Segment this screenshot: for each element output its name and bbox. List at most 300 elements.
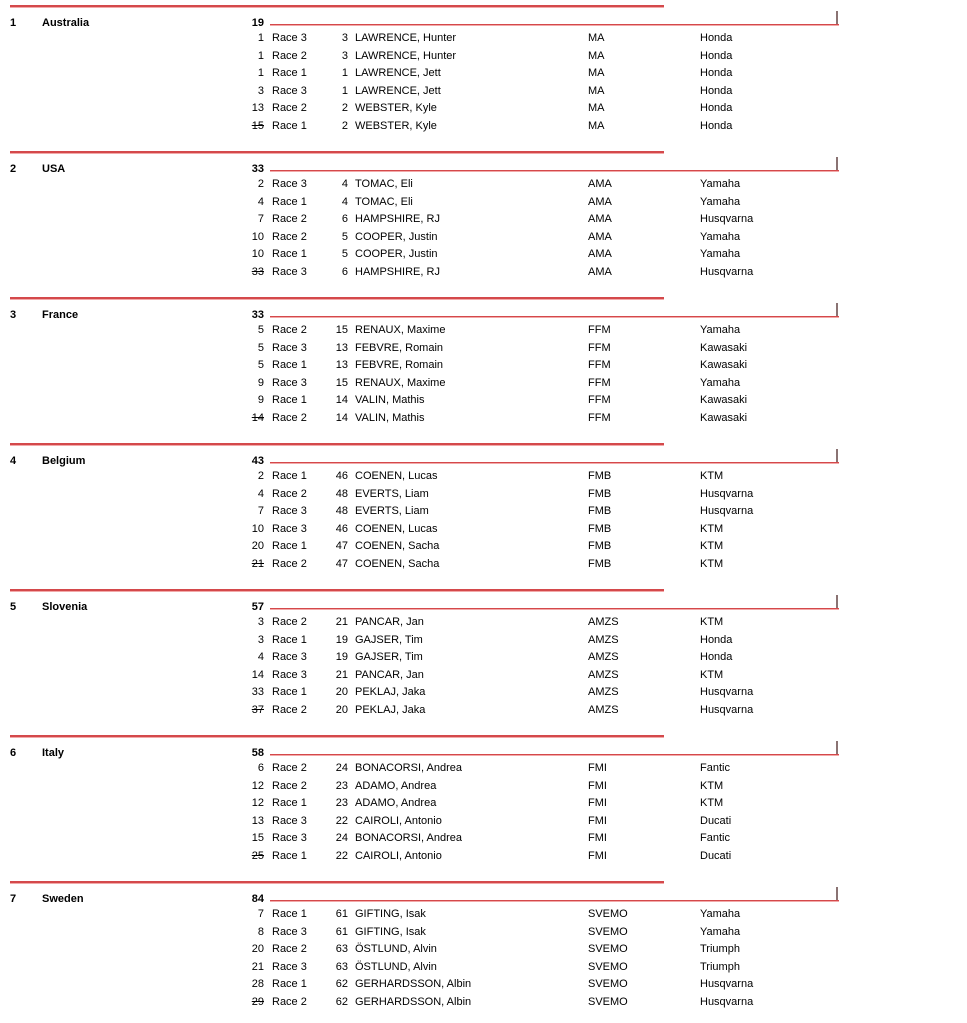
team-rank: 4: [10, 455, 17, 467]
federation-cell: FFM: [588, 412, 611, 424]
score-cell: 3: [257, 84, 264, 97]
result-row: [0, 961, 967, 978]
rider-name-cell: VALIN, Mathis: [355, 412, 425, 424]
score-cell: 12: [251, 797, 264, 810]
rider-name-cell: ÖSTLUND, Alvin: [355, 960, 437, 973]
brand-cell: Honda: [700, 651, 733, 664]
brand-cell: Yamaha: [700, 178, 741, 190]
score-cell: 6: [257, 762, 264, 774]
brand-cell: Yamaha: [700, 324, 741, 336]
rider-number-cell: 48: [335, 505, 348, 518]
team-country: France: [42, 309, 79, 321]
result-row: [0, 780, 967, 797]
score-cell: 25: [251, 850, 264, 862]
race-cell: Race 2: [272, 412, 307, 424]
rider-name-cell: EVERTS, Liam: [355, 487, 429, 500]
brand-cell: KTM: [700, 470, 724, 482]
race-cell: Race 3: [272, 651, 307, 664]
rider-name-cell: GIFTING, Isak: [355, 925, 426, 938]
race-cell: Race 2: [272, 49, 307, 62]
team-country: Italy: [42, 747, 65, 759]
rider-number-cell: 22: [335, 814, 348, 827]
results-underline: [270, 462, 839, 464]
brand-cell: Husqvarna: [700, 505, 754, 518]
rider-number-cell: 62: [335, 996, 348, 1008]
race-cell: Race 1: [272, 394, 307, 407]
score-cell: 20: [251, 540, 264, 553]
brand-cell: KTM: [700, 668, 724, 681]
score-cell: 9: [257, 394, 264, 407]
team-country: USA: [42, 163, 66, 175]
federation-cell: FMI: [588, 779, 607, 792]
rider-number-cell: 3: [341, 49, 348, 62]
result-row: [0, 488, 967, 505]
rider-name-cell: ADAMO, Andrea: [355, 779, 437, 792]
race-cell: Race 1: [272, 908, 307, 920]
rider-number-cell: 6: [341, 266, 348, 278]
federation-cell: FMB: [588, 540, 612, 553]
rider-name-cell: PEKLAJ, Jaka: [355, 704, 426, 716]
rider-name-cell: HAMPSHIRE, RJ: [355, 213, 440, 226]
race-cell: Race 1: [272, 120, 307, 132]
federation-cell: MA: [588, 102, 605, 115]
score-cell: 3: [257, 616, 264, 628]
score-cell: 10: [251, 522, 264, 535]
results-underline: [270, 900, 839, 902]
race-cell: Race 3: [272, 522, 307, 535]
federation-cell: AMZS: [588, 633, 619, 646]
brand-cell: Fantic: [700, 832, 730, 845]
rider-number-cell: 5: [341, 248, 348, 261]
score-cell: 7: [257, 505, 264, 518]
rider-number-cell: 20: [335, 686, 348, 699]
rider-number-cell: 4: [341, 178, 348, 190]
result-row: [0, 669, 967, 686]
race-cell: Race 3: [272, 960, 307, 973]
federation-cell: FMB: [588, 558, 612, 570]
rider-number-cell: 3: [341, 32, 348, 44]
race-cell: Race 1: [272, 359, 307, 372]
federation-cell: AMA: [588, 178, 612, 190]
federation-cell: MA: [588, 32, 605, 44]
rider-name-cell: COENEN, Lucas: [355, 470, 438, 482]
team-block: [0, 443, 967, 589]
rider-name-cell: BONACORSI, Andrea: [355, 762, 462, 774]
rider-number-cell: 47: [335, 540, 348, 553]
federation-cell: AMA: [588, 213, 612, 226]
rider-number-cell: 48: [335, 487, 348, 500]
score-cell: 8: [257, 925, 264, 938]
race-cell: Race 2: [272, 779, 307, 792]
rider-number-cell: 14: [335, 394, 348, 407]
score-cell: 3: [257, 633, 264, 646]
rider-number-cell: 19: [335, 633, 348, 646]
brand-cell: KTM: [700, 522, 724, 535]
federation-cell: FMB: [588, 505, 612, 518]
results-underline: [270, 24, 839, 26]
race-cell: Race 2: [272, 704, 307, 716]
team-total-points: 58: [251, 747, 264, 759]
result-row: [0, 102, 967, 119]
rider-number-cell: 1: [341, 84, 348, 97]
team-block: [0, 297, 967, 443]
brand-cell: KTM: [700, 558, 724, 570]
brand-cell: KTM: [700, 540, 724, 553]
team-rank: 5: [10, 601, 17, 613]
result-row: [0, 67, 967, 84]
brand-cell: Ducati: [700, 850, 732, 862]
score-cell: 10: [251, 230, 264, 243]
race-cell: Race 2: [272, 616, 307, 628]
brand-cell: Triumph: [700, 943, 740, 956]
rider-name-cell: GIFTING, Isak: [355, 908, 426, 920]
rider-number-cell: 46: [335, 522, 348, 535]
federation-cell: SVEMO: [588, 925, 628, 938]
team-separator-line: [10, 881, 664, 884]
result-row: [0, 651, 967, 668]
rider-number-cell: 4: [341, 195, 348, 208]
race-cell: Race 1: [272, 540, 307, 553]
result-row: [0, 231, 967, 248]
race-cell: Race 3: [272, 925, 307, 938]
rider-number-cell: 15: [335, 324, 348, 336]
score-cell: 1: [257, 49, 264, 62]
rider-name-cell: LAWRENCE, Jett: [355, 84, 441, 97]
team-block: [0, 589, 967, 735]
federation-cell: AMA: [588, 248, 612, 261]
score-cell: 2: [257, 178, 264, 190]
brand-cell: Yamaha: [700, 376, 741, 389]
federation-cell: FFM: [588, 341, 611, 354]
result-row: [0, 505, 967, 522]
rider-number-cell: 19: [335, 651, 348, 664]
rider-number-cell: 47: [335, 558, 348, 570]
brand-cell: Husqvarna: [700, 978, 754, 991]
team-separator-line: [10, 5, 664, 8]
bracket-tick: [836, 11, 838, 24]
rider-number-cell: 23: [335, 779, 348, 792]
rider-number-cell: 62: [335, 978, 348, 991]
result-row: [0, 815, 967, 832]
rider-name-cell: FEBVRE, Romain: [355, 359, 444, 372]
rider-name-cell: RENAUX, Maxime: [355, 376, 446, 389]
brand-cell: Kawasaki: [700, 412, 748, 424]
result-row: [0, 196, 967, 213]
federation-cell: AMZS: [588, 651, 619, 664]
team-block: [0, 5, 967, 151]
score-cell: 15: [251, 120, 264, 132]
brand-cell: Husqvarna: [700, 686, 754, 699]
result-row: [0, 797, 967, 814]
score-cell: 5: [257, 324, 264, 336]
brand-cell: Kawasaki: [700, 394, 748, 407]
rider-number-cell: 61: [335, 925, 348, 938]
bracket-tick: [836, 303, 838, 316]
federation-cell: SVEMO: [588, 943, 628, 956]
rider-number-cell: 14: [335, 412, 348, 424]
race-cell: Race 1: [272, 686, 307, 699]
rider-name-cell: FEBVRE, Romain: [355, 341, 444, 354]
rider-number-cell: 5: [341, 230, 348, 243]
race-cell: Race 2: [272, 943, 307, 956]
results-underline: [270, 754, 839, 756]
rider-name-cell: PANCAR, Jan: [355, 668, 424, 681]
brand-cell: Husqvarna: [700, 266, 754, 278]
rider-number-cell: 13: [335, 359, 348, 372]
team-rank: 3: [10, 309, 17, 321]
race-cell: Race 1: [272, 67, 307, 80]
rider-name-cell: TOMAC, Eli: [355, 178, 413, 190]
score-cell: 33: [251, 266, 264, 278]
brand-cell: Yamaha: [700, 195, 741, 208]
score-cell: 29: [251, 996, 264, 1008]
score-cell: 1: [257, 67, 264, 80]
team-block: [0, 735, 967, 881]
rider-number-cell: 63: [335, 960, 348, 973]
race-cell: Race 2: [272, 762, 307, 774]
team-rank: 7: [10, 893, 17, 905]
rider-name-cell: EVERTS, Liam: [355, 505, 429, 518]
score-cell: 5: [257, 359, 264, 372]
federation-cell: FFM: [588, 359, 611, 372]
result-row: [0, 120, 967, 137]
result-row: [0, 213, 967, 230]
rider-number-cell: 2: [341, 120, 348, 132]
federation-cell: FMI: [588, 814, 607, 827]
race-cell: Race 2: [272, 213, 307, 226]
brand-cell: Husqvarna: [700, 704, 754, 716]
rider-number-cell: 24: [335, 832, 348, 845]
team-separator-line: [10, 297, 664, 300]
team-block: [0, 151, 967, 297]
brand-cell: Honda: [700, 120, 733, 132]
federation-cell: AMZS: [588, 704, 619, 716]
rider-number-cell: 1: [341, 67, 348, 80]
federation-cell: SVEMO: [588, 996, 628, 1008]
race-cell: Race 3: [272, 84, 307, 97]
federation-cell: AMZS: [588, 616, 619, 628]
rider-number-cell: 63: [335, 943, 348, 956]
race-cell: Race 1: [272, 797, 307, 810]
federation-cell: FMI: [588, 762, 607, 774]
score-cell: 13: [251, 102, 264, 115]
score-cell: 28: [251, 978, 264, 991]
team-rank: 1: [10, 17, 17, 29]
score-cell: 21: [251, 558, 264, 570]
brand-cell: Kawasaki: [700, 359, 748, 372]
result-row: [0, 266, 967, 283]
federation-cell: FFM: [588, 324, 611, 336]
rider-number-cell: 22: [335, 850, 348, 862]
rider-number-cell: 2: [341, 102, 348, 115]
result-row: [0, 686, 967, 703]
team-total-points: 43: [251, 455, 264, 467]
rider-number-cell: 61: [335, 908, 348, 920]
rider-name-cell: BONACORSI, Andrea: [355, 832, 462, 845]
race-cell: Race 1: [272, 195, 307, 208]
team-total-points: 33: [251, 163, 264, 175]
federation-cell: AMZS: [588, 668, 619, 681]
federation-cell: FMI: [588, 832, 607, 845]
federation-cell: MA: [588, 67, 605, 80]
rider-name-cell: PANCAR, Jan: [355, 616, 424, 628]
race-cell: Race 3: [272, 668, 307, 681]
rider-name-cell: LAWRENCE, Hunter: [355, 32, 457, 44]
race-cell: Race 1: [272, 850, 307, 862]
federation-cell: AMA: [588, 195, 612, 208]
federation-cell: SVEMO: [588, 960, 628, 973]
brand-cell: Honda: [700, 633, 733, 646]
results-underline: [270, 608, 839, 610]
result-row: [0, 616, 967, 633]
score-cell: 10: [251, 248, 264, 261]
score-cell: 13: [251, 814, 264, 827]
brand-cell: Honda: [700, 102, 733, 115]
brand-cell: Husqvarna: [700, 996, 754, 1008]
team-separator-line: [10, 735, 664, 738]
federation-cell: SVEMO: [588, 978, 628, 991]
rider-number-cell: 24: [335, 762, 348, 774]
rider-name-cell: COOPER, Justin: [355, 248, 438, 261]
result-row: [0, 926, 967, 943]
race-cell: Race 3: [272, 505, 307, 518]
score-cell: 4: [257, 487, 264, 500]
team-separator-line: [10, 443, 664, 446]
team-country: Belgium: [42, 455, 86, 467]
brand-cell: Yamaha: [700, 925, 741, 938]
race-cell: Race 3: [272, 32, 307, 44]
rider-name-cell: COENEN, Lucas: [355, 522, 438, 535]
score-cell: 9: [257, 376, 264, 389]
brand-cell: Fantic: [700, 762, 730, 774]
result-row: [0, 996, 967, 1013]
team-total-points: 19: [251, 17, 264, 29]
federation-cell: AMZS: [588, 686, 619, 699]
result-row: [0, 377, 967, 394]
brand-cell: Husqvarna: [700, 487, 754, 500]
team-block: [0, 881, 967, 1023]
score-cell: 5: [257, 341, 264, 354]
race-cell: Race 3: [272, 376, 307, 389]
rider-number-cell: 20: [335, 704, 348, 716]
score-cell: 1: [257, 32, 264, 44]
race-cell: Race 2: [272, 102, 307, 115]
score-cell: 4: [257, 651, 264, 664]
team-separator-line: [10, 151, 664, 154]
result-row: [0, 762, 967, 779]
result-row: [0, 342, 967, 359]
brand-cell: KTM: [700, 779, 724, 792]
rider-number-cell: 46: [335, 470, 348, 482]
rider-name-cell: GERHARDSSON, Albin: [355, 996, 472, 1008]
brand-cell: KTM: [700, 797, 724, 810]
team-separator-line: [10, 589, 664, 592]
result-row: [0, 324, 967, 341]
result-row: [0, 558, 967, 575]
score-cell: 21: [251, 960, 264, 973]
rider-name-cell: ÖSTLUND, Alvin: [355, 943, 437, 956]
result-row: [0, 943, 967, 960]
race-cell: Race 1: [272, 470, 307, 482]
team-rank: 2: [10, 163, 17, 175]
result-row: [0, 540, 967, 557]
rider-name-cell: HAMPSHIRE, RJ: [355, 266, 440, 278]
bracket-tick: [836, 595, 838, 608]
rider-number-cell: 15: [335, 376, 348, 389]
federation-cell: FMB: [588, 522, 612, 535]
race-cell: Race 1: [272, 978, 307, 991]
race-cell: Race 2: [272, 558, 307, 570]
score-cell: 7: [257, 213, 264, 226]
federation-cell: FFM: [588, 376, 611, 389]
federation-cell: MA: [588, 49, 605, 62]
result-row: [0, 978, 967, 995]
rider-name-cell: GAJSER, Tim: [355, 633, 423, 646]
result-row: [0, 850, 967, 867]
score-cell: 2: [257, 470, 264, 482]
federation-cell: FFM: [588, 394, 611, 407]
score-cell: 14: [251, 412, 264, 424]
race-cell: Race 3: [272, 266, 307, 278]
rider-number-cell: 21: [335, 668, 348, 681]
result-row: [0, 248, 967, 265]
rider-name-cell: LAWRENCE, Hunter: [355, 49, 457, 62]
rider-name-cell: TOMAC, Eli: [355, 195, 413, 208]
rider-name-cell: COENEN, Sacha: [355, 540, 440, 553]
brand-cell: Honda: [700, 67, 733, 80]
result-row: [0, 85, 967, 102]
race-cell: Race 3: [272, 832, 307, 845]
rider-name-cell: CAIROLI, Antonio: [355, 850, 442, 862]
result-row: [0, 704, 967, 721]
results-underline: [270, 170, 839, 172]
rider-number-cell: 23: [335, 797, 348, 810]
rider-number-cell: 21: [335, 616, 348, 628]
brand-cell: Kawasaki: [700, 341, 748, 354]
rider-name-cell: WEBSTER, Kyle: [355, 102, 437, 115]
federation-cell: FMI: [588, 850, 607, 862]
result-row: [0, 634, 967, 651]
race-cell: Race 2: [272, 324, 307, 336]
score-cell: 14: [251, 668, 264, 681]
brand-cell: Yamaha: [700, 230, 741, 243]
brand-cell: Yamaha: [700, 248, 741, 261]
result-row: [0, 178, 967, 195]
brand-cell: KTM: [700, 616, 724, 628]
race-cell: Race 3: [272, 178, 307, 190]
brand-cell: Honda: [700, 32, 733, 44]
result-row: [0, 908, 967, 925]
rider-name-cell: LAWRENCE, Jett: [355, 67, 441, 80]
federation-cell: FMI: [588, 797, 607, 810]
rider-name-cell: ADAMO, Andrea: [355, 797, 437, 810]
federation-cell: AMA: [588, 266, 612, 278]
score-cell: 33: [251, 686, 264, 699]
brand-cell: Yamaha: [700, 908, 741, 920]
rider-name-cell: CAIROLI, Antonio: [355, 814, 442, 827]
rider-name-cell: COOPER, Justin: [355, 230, 438, 243]
rider-name-cell: GERHARDSSON, Albin: [355, 978, 472, 991]
race-cell: Race 2: [272, 230, 307, 243]
result-row: [0, 394, 967, 411]
team-country: Slovenia: [42, 601, 88, 613]
score-cell: 4: [257, 195, 264, 208]
brand-cell: Husqvarna: [700, 213, 754, 226]
federation-cell: FMB: [588, 487, 612, 500]
bracket-tick: [836, 887, 838, 900]
federation-cell: SVEMO: [588, 908, 628, 920]
team-country: Australia: [42, 17, 90, 29]
